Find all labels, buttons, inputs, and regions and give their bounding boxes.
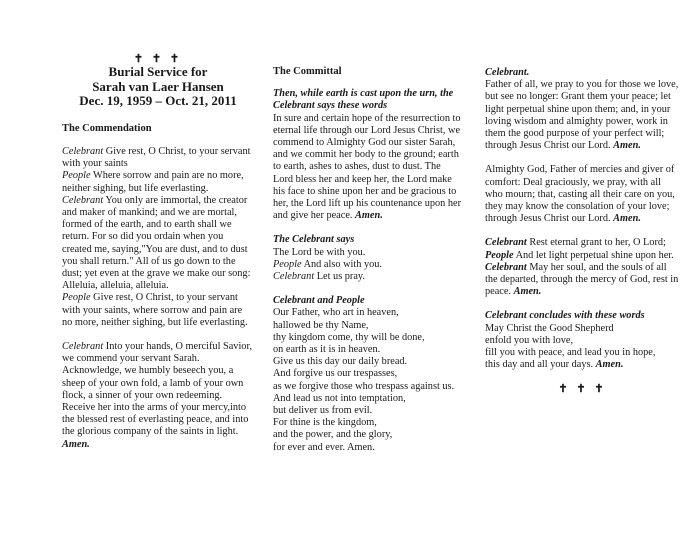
prayer-line: hallowed be thy Name,: [273, 319, 369, 331]
versicle: [485, 237, 680, 298]
prayer-paragraph: [485, 164, 680, 225]
amen: Amen.: [613, 140, 641, 152]
column-commendation: [62, 0, 254, 451]
rubric: Then, while earth is cast upon the urn, the Celebrant says these words: [273, 88, 454, 112]
amen: Amen.: [613, 213, 641, 225]
blessing-line: May Christ the Good Shepherd: [485, 322, 614, 334]
role-label: People: [62, 170, 91, 182]
role-label: Celebrant: [273, 271, 315, 283]
title-line: Sarah van Laer Hansen: [92, 78, 224, 94]
blessing-line: enfold you with love,: [485, 334, 574, 346]
role-label: Celebrant: [62, 145, 104, 157]
prayer-line: on earth as it is in heaven.: [273, 344, 381, 356]
prayer-line: And forgive us our trespasses,: [273, 368, 398, 380]
prayer-paragraph: [485, 79, 680, 152]
prayer-line: For thine is the kingdom,: [273, 417, 377, 429]
commendation-prayer: [62, 341, 254, 451]
prayer-line: but deliver us from evil.: [273, 405, 373, 417]
verse-text: In sure and certain hope of the resurrection to eternal life through our Lord Jesus Christ, we commend to Almighty God our sister Sarah, and we commit her body to the ground; earth to earth, ashes to ashes, dust to dust. The Lord bless her and keep her, the Lord make his face to shine upon her and be gracious to her, the Lord lift up his countenance upon her and give her peace.: [273, 112, 462, 222]
blessing-line: fill you with peace, and lead you in hope,: [485, 347, 656, 359]
prayer-line: Give us this day our daily bread.: [273, 356, 408, 368]
rubric: The Celebrant says: [273, 234, 355, 246]
role-label: Celebrant: [485, 237, 527, 249]
verse-text: You only are immortal, the creator and maker of mankind; and we are mortal, formed of the earth, and to earth shall we return. For so did you ordain when you created me, saying,"You are dust, and to dust you shall return." All of us go down to the dust; yet even at the grave we make our song: Alleluia, alleluia, alleluia.: [62, 194, 251, 292]
verse-text: Into your hands, O merciful Savior, we commend your servant Sarah. Acknowledge, we humbly beseech you, a sheep of your own fold, a lamb of your own flock, a sinner of your own redeeming. Receive her into the arms of your mercy,into the blessed rest of everlasting peace, and into the glorious company of the saints in light.: [62, 340, 253, 438]
section-heading: The Commendation: [62, 122, 152, 134]
blessing-line: this day and all your days.: [485, 359, 596, 371]
prayer-line: and the power, and the glory,: [273, 429, 393, 441]
verse-text: Rest eternal grant to her, O Lord;: [526, 237, 666, 249]
verse-text: Let us pray.: [314, 271, 365, 283]
crosses-ornament: ✝ ✝ ✝: [558, 383, 607, 396]
verse-text: Father of all, we pray to you for those we love, but see no longer: Grant them your peace; let light perpetual shine upon them; and, in your loving wisdom and almighty power, work in them the good purpose of your perfect will; through Jesus Christ our Lord.: [485, 79, 679, 152]
title-line: Burial Service for: [108, 64, 208, 80]
verse-text: Almighty God, Father of mercies and giver of comfort: Deal graciously, we pray, with all who mourn; that, casting all their care on you, they may know the consolation of your love; through Jesus Christ our Lord.: [485, 164, 675, 225]
amen: Amen.: [513, 286, 542, 298]
verse-text: The Lord be with you.: [273, 246, 366, 258]
column-prayers: [485, 0, 680, 396]
role-label: People: [62, 292, 91, 304]
commendation-paragraph: [62, 146, 254, 329]
verse-text: May her soul, and the souls of all the departed, through the mercy of God, rest in peace.: [485, 261, 679, 298]
verse-text: And let light perpetual shine upon her.: [513, 249, 674, 261]
verse-text: Where sorrow and pain are no more, neither sighing, but life everlasting.: [62, 170, 244, 194]
verse-text: Give rest, O Christ, to your servant with your saints: [62, 145, 251, 170]
blessing: [485, 323, 680, 372]
rubric: Celebrant.: [485, 67, 530, 78]
prayer-line: as we forgive those who trespass against us.: [273, 380, 455, 392]
section-heading: The Committal: [273, 66, 342, 77]
title-line: Dec. 19, 1959 – Oct. 21, 2011: [79, 93, 237, 109]
versicle: [273, 247, 463, 284]
rubric: Celebrant and People: [273, 295, 365, 307]
committal-text: [273, 113, 463, 223]
prayer-line: And lead us not into temptation,: [273, 392, 406, 404]
role-label: Celebrant: [62, 194, 104, 206]
verse-text: Give rest, O Christ, to your servant with your saints, where sorrow and pain are no more, neither sighing, but life everlasting.: [62, 292, 248, 328]
role-label: Celebrant: [62, 340, 104, 352]
rubric: Celebrant concludes with these words: [485, 310, 645, 322]
role-label: Celebrant: [485, 261, 527, 273]
prayer-line: thy kingdom come, thy will be done,: [273, 331, 425, 343]
amen: Amen.: [355, 210, 383, 222]
role-label: People: [485, 249, 514, 261]
prayer-line: Our Father, who art in heaven,: [273, 307, 399, 319]
page-title: [62, 65, 254, 109]
prayer-line: for ever and ever. Amen.: [273, 441, 375, 453]
role-label: People: [273, 258, 302, 270]
lords-prayer: [273, 307, 463, 453]
crosses-ornament: ✝ ✝ ✝: [133, 53, 183, 65]
verse-text: And also with you.: [301, 258, 382, 270]
amen: Amen.: [595, 359, 624, 371]
amen: Amen.: [62, 438, 90, 450]
column-committal: [273, 0, 463, 454]
